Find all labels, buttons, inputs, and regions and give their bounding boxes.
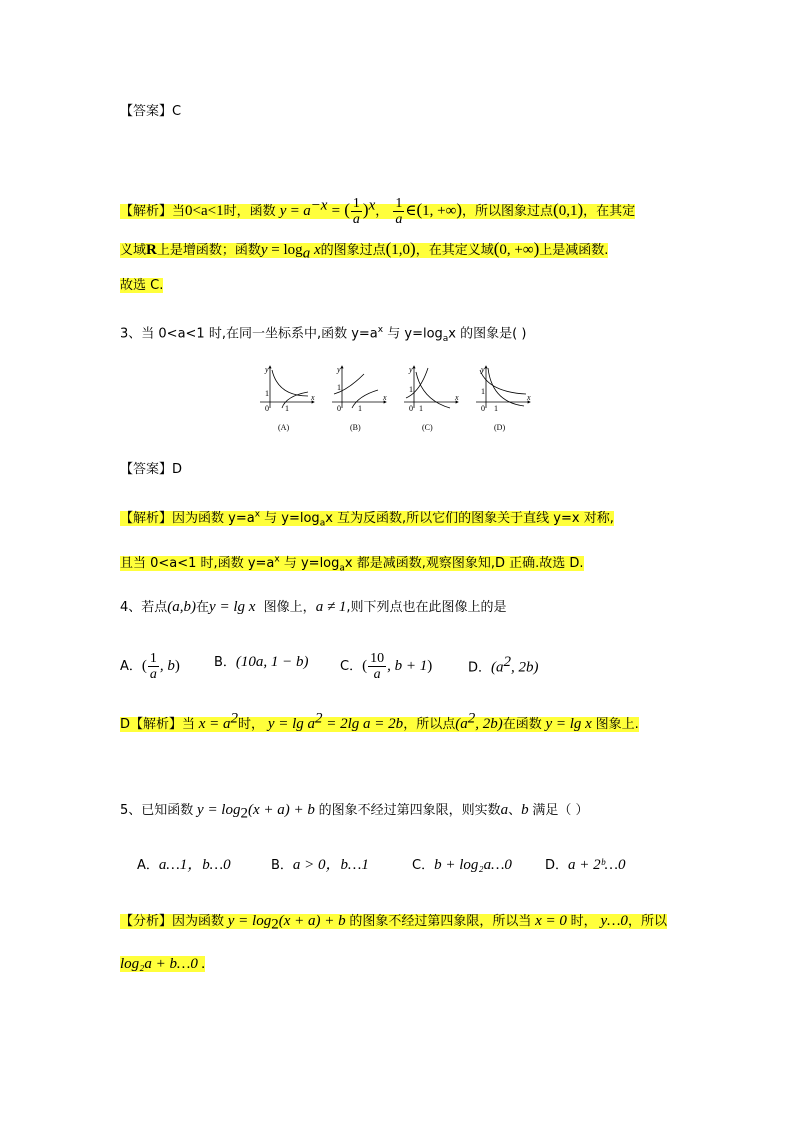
q5-stem: 5、已知函数 $y = \log_2(x + a) + b$ 的图象不经过第四象限，则实数a、b 满足（ ）	[120, 802, 589, 822]
svg-text:0: 0	[337, 404, 341, 413]
svg-text:1: 1	[409, 385, 413, 394]
q3-answer: 【答案】D	[120, 462, 183, 477]
q2-analysis-line2: 义域R上是增函数；函数$y = \log_a x$的图象过点(1,0)，在其定义域(0, +∞)上是减函数.	[120, 239, 609, 262]
q4-option-b: B．(10a, 1 − b)	[214, 654, 309, 670]
graph-b	[332, 365, 387, 432]
svg-text:(C): (C)	[422, 423, 433, 432]
q4-option-c: C．( $\frac{10}{a}$ , b + 1)	[340, 651, 433, 682]
q5-option-c: C．b + log₂a…0	[412, 857, 512, 873]
svg-text:y: y	[409, 365, 413, 374]
q5-analysis-line1: 【分析】因为函数 $y = \log_2(x + a) + b$ 的图象不经过第四象限，所以当 x = 0 时， y…0，所以	[120, 913, 667, 933]
q2-answer: 【答案】C	[120, 104, 182, 119]
svg-text:0: 0	[481, 404, 485, 413]
svg-text:1: 1	[337, 383, 341, 392]
q3-analysis-line2: 且当 0<a<1 时,函数 $y=a^x$ 与 $y=\log_ax$ 都是减函数,观察图象知,D 正确.故选 D.	[120, 555, 584, 574]
q2-analysis-line1: 【解析】当0<a<1时，函数 $y = a^{-x}$ = ( $\frac{1}{a}$ )$^x$， $\frac{1}{a}$ ∈(1, +∞)，所以图象过点(0,1)，在其定	[120, 196, 636, 228]
q3-stem: 3、当 0<a<1 时,在同一坐标系中,函数 $y=a^x$ 与 $y=\log_ax$ 的图象是( )	[120, 325, 527, 344]
svg-text:y: y	[265, 365, 269, 374]
q2-analysis-line3: 故选 C.	[120, 278, 164, 293]
graph-a	[260, 365, 315, 432]
graph-c	[404, 365, 459, 432]
svg-text:1: 1	[481, 387, 485, 396]
svg-text:x: x	[527, 393, 531, 402]
svg-text:(A): (A)	[278, 423, 290, 432]
q4-stem: 4、若点(a,b)在y = lg x 图像上，a ≠ 1,则下列点也在此图像上的是	[120, 599, 507, 615]
svg-text:x: x	[383, 393, 387, 402]
q5-analysis-line2: log₂a + b…0 .	[120, 956, 206, 972]
svg-text:1: 1	[265, 389, 269, 398]
svg-text:0: 0	[265, 404, 269, 413]
q3-graphs	[256, 362, 536, 434]
svg-text:1: 1	[419, 404, 423, 413]
svg-text:0: 0	[409, 404, 413, 413]
graph-d	[476, 365, 531, 432]
svg-text:1: 1	[494, 404, 498, 413]
svg-text:(B): (B)	[350, 423, 361, 432]
q3-analysis-line1: 【解析】因为函数 $y=a^x$ 与 $y=\log_ax$ 互为反函数,所以它们的图象关于直线 y=x 对称,	[120, 510, 614, 529]
q5-option-b: B．a > 0，b…1	[271, 857, 369, 873]
svg-text:(D): (D)	[494, 423, 506, 432]
q4-option-d: D．($a^2$, 2b)	[468, 654, 539, 676]
q4-option-a: A．( $\frac{1}{a}$ , b)	[120, 651, 180, 682]
q5-option-a: A．a…1，b…0	[137, 857, 231, 873]
svg-text:x: x	[455, 393, 459, 402]
svg-text:x: x	[311, 393, 315, 402]
q4-analysis: D【解析】当 $x = a^2$时， $y = \lg a^2 = 2\lg$ a = 2b，所以点($a^2$, 2b)在函数 y = lg x 图象上.	[120, 711, 639, 733]
svg-text:1: 1	[285, 404, 289, 413]
svg-text:1: 1	[358, 404, 362, 413]
svg-text:y: y	[337, 365, 341, 374]
svg-text:y: y	[481, 365, 485, 374]
q5-option-d: D．a + 2ᵇ…0	[545, 857, 626, 873]
